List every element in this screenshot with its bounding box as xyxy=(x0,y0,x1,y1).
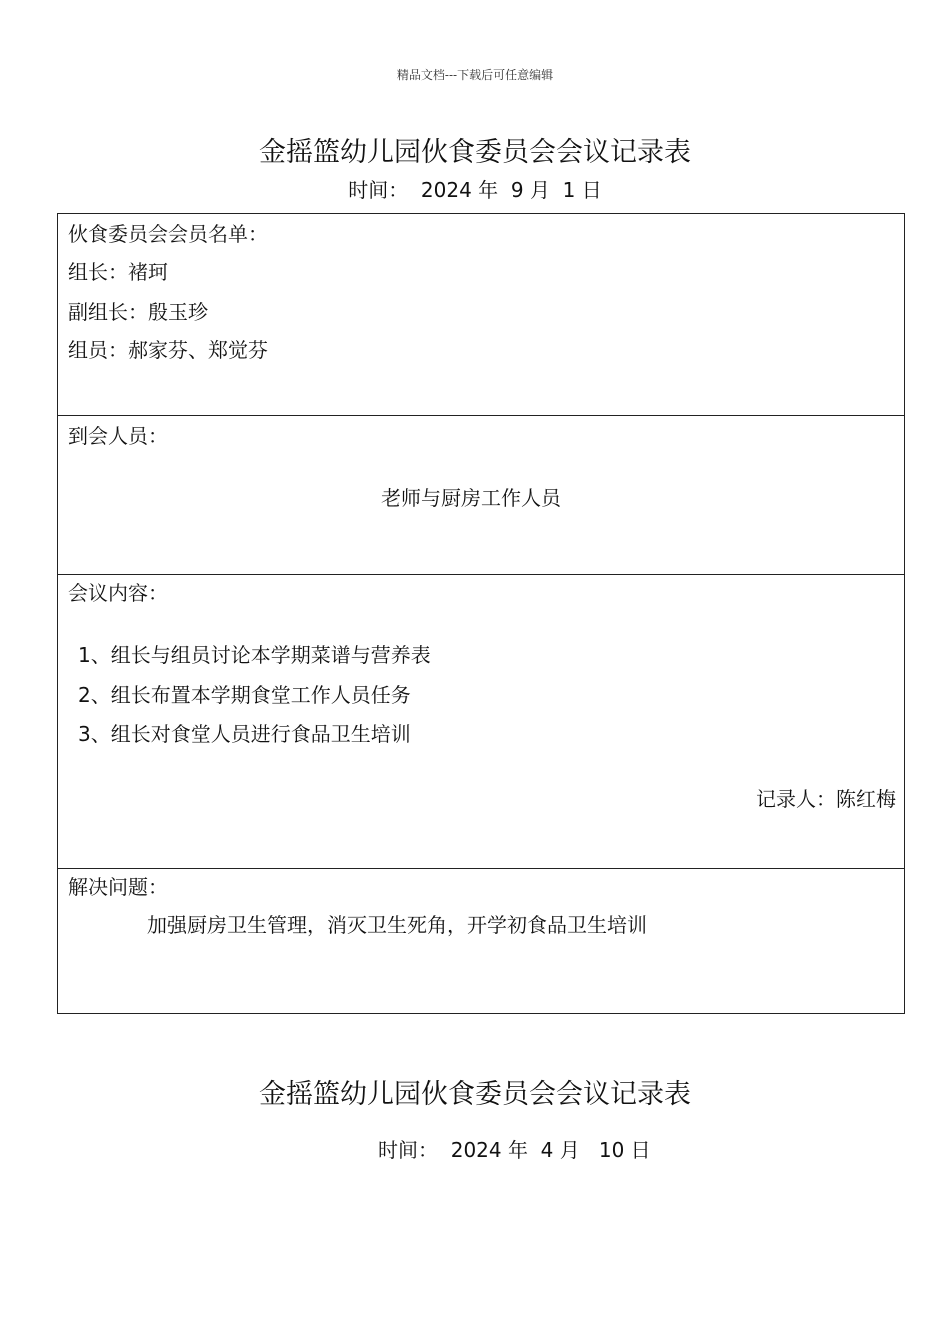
meeting-date-2: 时间： 2024 年 4 月 10 日 xyxy=(378,1138,651,1162)
leader-line: 组长：褚珂 xyxy=(68,260,168,284)
meeting-date: 时间： 2024 年 9 月 1 日 xyxy=(348,178,602,202)
meeting-record-table xyxy=(57,213,905,1014)
attendance-heading: 到会人员： xyxy=(68,424,168,448)
content-item: 2、组长布置本学期食堂工作人员任务 xyxy=(78,683,411,707)
resolution-value: 加强厨房卫生管理，消灭卫生死角，开学初食品卫生培训 xyxy=(147,913,647,937)
group-members-line: 组员：郝家芬、郑觉芬 xyxy=(68,338,268,362)
recorder-line: 记录人：陈红梅 xyxy=(756,787,896,811)
document-header-note: 精品文档---下载后可任意编辑 xyxy=(396,68,554,82)
attendance-value: 老师与厨房工作人员 xyxy=(381,486,561,510)
resolution-section xyxy=(58,868,904,1013)
record-title: 金摇篮幼儿园伙食委员会会议记录表 xyxy=(259,137,691,168)
content-item: 1、组长与组员讨论本学期菜谱与营养表 xyxy=(78,643,431,667)
members-heading: 伙食委员会会员名单： xyxy=(68,222,268,246)
record-title-2: 金摇篮幼儿园伙食委员会会议记录表 xyxy=(259,1079,691,1110)
attendance-section xyxy=(58,415,904,574)
resolution-heading: 解决问题： xyxy=(68,875,168,899)
content-heading: 会议内容： xyxy=(68,581,168,605)
vice-leader-line: 副组长：殷玉珍 xyxy=(68,300,208,324)
members-section xyxy=(58,214,904,415)
content-item: 3、组长对食堂人员进行食品卫生培训 xyxy=(78,722,411,746)
content-section xyxy=(58,574,904,868)
